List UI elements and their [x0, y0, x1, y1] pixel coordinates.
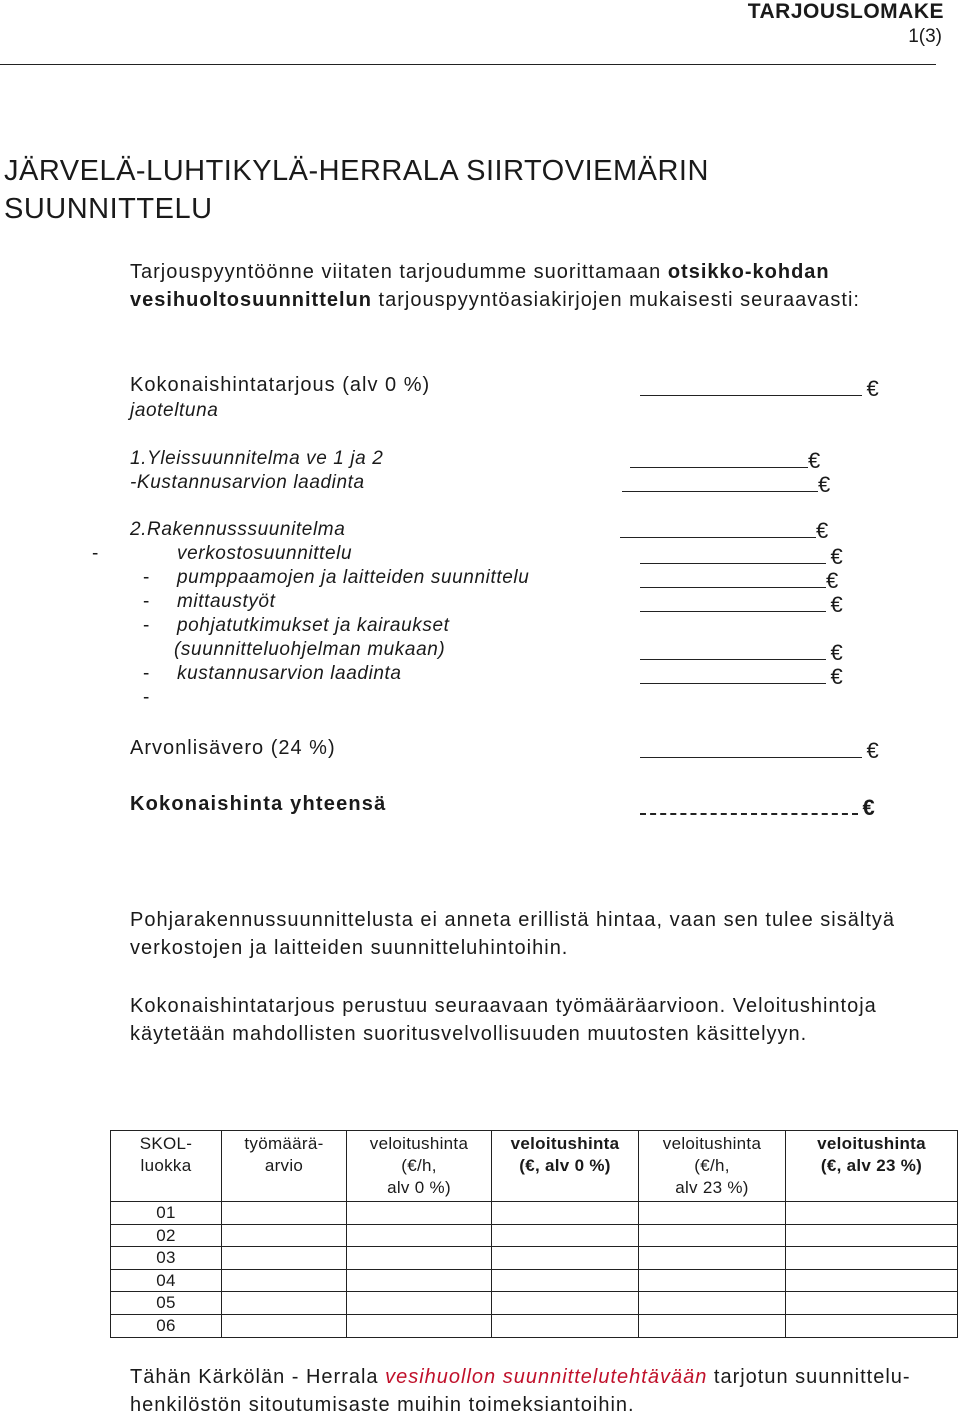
header-line: (€/h, — [401, 1156, 437, 1175]
header-line: veloitushinta — [662, 1134, 762, 1153]
item1-sub-label: -Kustannusarvion laadinta — [130, 472, 365, 493]
euro-sign: € — [826, 568, 839, 593]
intro-text-start: Tarjouspyyntöönne viitaten tarjoudumme suorittamaan — [130, 261, 668, 283]
subitem-label: mittaustyöt — [177, 591, 276, 612]
col-header-rate-total-alv23 — [786, 1131, 958, 1202]
header-line: (€, alv 0 %) — [519, 1156, 611, 1175]
vat-label: Arvonlisävero (24 %) — [130, 737, 336, 759]
euro-sign: € — [830, 544, 843, 569]
table-cell[interactable] — [492, 1269, 639, 1292]
table-row — [111, 1202, 958, 1225]
subitem-price-field[interactable] — [640, 544, 843, 570]
subitem-label: pumppaamojen ja laitteiden suunnittelu — [177, 567, 530, 588]
header-line: arvio — [264, 1156, 304, 1175]
commitment-paragraph — [130, 1363, 950, 1419]
table-row — [111, 1224, 958, 1247]
subitem-price-field[interactable] — [640, 664, 843, 690]
skol-class-cell: 03 — [111, 1247, 222, 1270]
table-cell[interactable] — [786, 1292, 958, 1315]
subitem-dash: - — [143, 591, 150, 612]
subitem-price-field[interactable] — [640, 568, 838, 594]
subitem-dash: - — [143, 663, 150, 684]
table-cell[interactable] — [222, 1224, 347, 1247]
table-cell[interactable] — [492, 1247, 639, 1270]
table-cell[interactable] — [347, 1224, 492, 1247]
euro-sign: € — [808, 448, 821, 473]
table-cell[interactable] — [492, 1202, 639, 1225]
table-cell[interactable] — [492, 1292, 639, 1315]
table-cell[interactable] — [786, 1269, 958, 1292]
col-header-skol — [111, 1131, 222, 1202]
table-cell[interactable] — [222, 1292, 347, 1315]
euro-sign: € — [862, 795, 875, 820]
subitem-label: verkostosuunnittelu — [177, 543, 353, 564]
skol-class-cell: 04 — [111, 1269, 222, 1292]
euro-sign: € — [816, 518, 829, 543]
subitem-dash: - — [143, 615, 150, 636]
skol-class-cell: 06 — [111, 1314, 222, 1337]
document-type: TARJOUSLOMAKE — [747, 0, 944, 23]
skol-rate-table — [110, 1130, 958, 1338]
table-cell[interactable] — [347, 1202, 492, 1225]
total-offer-label: Kokonaishintatarjous (alv 0 %) — [130, 374, 431, 396]
table-cell[interactable] — [786, 1247, 958, 1270]
commitment-text-start: Tähän Kärkölän - Herrala — [130, 1366, 386, 1388]
header-line: (€, alv 23 %) — [820, 1156, 923, 1175]
header-line: alv 23 %) — [675, 1178, 749, 1197]
header-line: SKOL- — [139, 1134, 193, 1153]
subitem-dash: - — [143, 687, 150, 708]
header-divider — [0, 64, 936, 65]
grand-total-field[interactable] — [640, 795, 875, 821]
col-header-rate-hour-alv23 — [639, 1131, 786, 1202]
table-cell[interactable] — [639, 1202, 786, 1225]
header-line: veloitushinta — [817, 1134, 926, 1153]
subitem-price-field[interactable] — [640, 640, 843, 666]
table-cell[interactable] — [222, 1314, 347, 1337]
skol-class-cell: 01 — [111, 1202, 222, 1225]
subitem-dash: - — [143, 567, 150, 588]
table-cell[interactable] — [492, 1314, 639, 1337]
table-row — [111, 1292, 958, 1315]
euro-sign: € — [830, 640, 843, 665]
intro-bold-subject: otsikko-kohdan vesihuoltosuunnittelun — [130, 261, 830, 311]
item2-label: 2.Rakennusssuunitelma — [130, 519, 346, 540]
table-cell[interactable] — [492, 1224, 639, 1247]
split-label: jaoteltuna — [130, 400, 219, 421]
table-cell[interactable] — [347, 1269, 492, 1292]
col-header-rate-hour-alv0 — [347, 1131, 492, 1202]
subitem-label: pohjatutkimukset ja kairaukset — [177, 615, 450, 636]
item1-label: 1.Yleissuunnitelma ve 1 ja 2 — [130, 448, 384, 469]
euro-sign: € — [830, 592, 843, 617]
table-row — [111, 1314, 958, 1337]
col-header-rate-total-alv0 — [492, 1131, 639, 1202]
table-cell[interactable] — [347, 1247, 492, 1270]
table-cell[interactable] — [639, 1269, 786, 1292]
note-estimate: Kokonaishintatarjous perustuu seuraavaan työmääräarvioon. Veloitushintoja käytetään mahdollisten suoritusvelvollisuuden muutosten käsittelyyn. — [130, 995, 877, 1045]
euro-sign: € — [818, 472, 831, 497]
subitem-label: (suunnitteluohjelman mukaan) — [174, 639, 446, 660]
euro-sign: € — [866, 376, 879, 401]
grand-total-label: Kokonaishinta yhteensä — [130, 793, 387, 815]
intro-paragraph — [130, 258, 940, 314]
vat-field[interactable] — [640, 738, 879, 764]
table-header-row — [111, 1131, 958, 1202]
table-cell[interactable] — [347, 1292, 492, 1315]
table-cell[interactable] — [347, 1314, 492, 1337]
table-row — [111, 1269, 958, 1292]
commitment-text-end: tarjotun suunnittelu- henkilöstön sitoutumisaste muihin toimeksiantoihin. — [130, 1366, 911, 1416]
header-line: veloitushinta — [510, 1134, 620, 1153]
subitem-price-field[interactable] — [640, 592, 843, 618]
total-offer-field[interactable] — [640, 376, 879, 402]
subitem-label: kustannusarvion laadinta — [177, 663, 402, 684]
table-cell[interactable] — [639, 1314, 786, 1337]
table-cell[interactable] — [222, 1202, 347, 1225]
header-line: veloitushinta — [369, 1134, 469, 1153]
table-cell[interactable] — [639, 1292, 786, 1315]
note-foundation: Pohjarakennussuunnittelusta ei anneta erillistä hintaa, vaan sen tulee sisältyä verkostojen ja laitteiden suunnitteluhintoihin. — [130, 909, 895, 959]
table-cell[interactable] — [639, 1224, 786, 1247]
table-row — [111, 1247, 958, 1270]
item1-sub-price-field[interactable] — [622, 472, 830, 498]
table-cell[interactable] — [222, 1269, 347, 1292]
skol-class-cell: 02 — [111, 1224, 222, 1247]
table-cell[interactable] — [786, 1202, 958, 1225]
table-cell[interactable] — [786, 1224, 958, 1247]
item1-price-field[interactable] — [630, 448, 820, 474]
subitem-dash: - — [92, 543, 99, 564]
header-line: luokka — [140, 1156, 192, 1175]
col-header-workload — [222, 1131, 347, 1202]
commitment-highlight: vesihuollon suunnittelutehtävään — [385, 1366, 708, 1388]
header-line: (€/h, — [694, 1156, 730, 1175]
skol-class-cell: 05 — [111, 1292, 222, 1315]
table-cell[interactable] — [222, 1247, 347, 1270]
header-line: työmäärä- — [244, 1134, 324, 1153]
header-line: alv 0 %) — [387, 1178, 451, 1197]
item2-price-field[interactable] — [620, 518, 828, 544]
intro-text-end: tarjouspyyntöasiakirjojen mukaisesti seuraavasti: — [372, 289, 860, 311]
euro-sign: € — [830, 664, 843, 689]
table-cell[interactable] — [786, 1314, 958, 1337]
table-cell[interactable] — [639, 1247, 786, 1270]
euro-sign: € — [866, 738, 879, 763]
page-number: 1(3) — [908, 26, 942, 47]
page-title: JÄRVELÄ-LUHTIKYLÄ-HERRALA SIIRTOVIEMÄRIN SUUNNITTELU — [4, 155, 709, 225]
